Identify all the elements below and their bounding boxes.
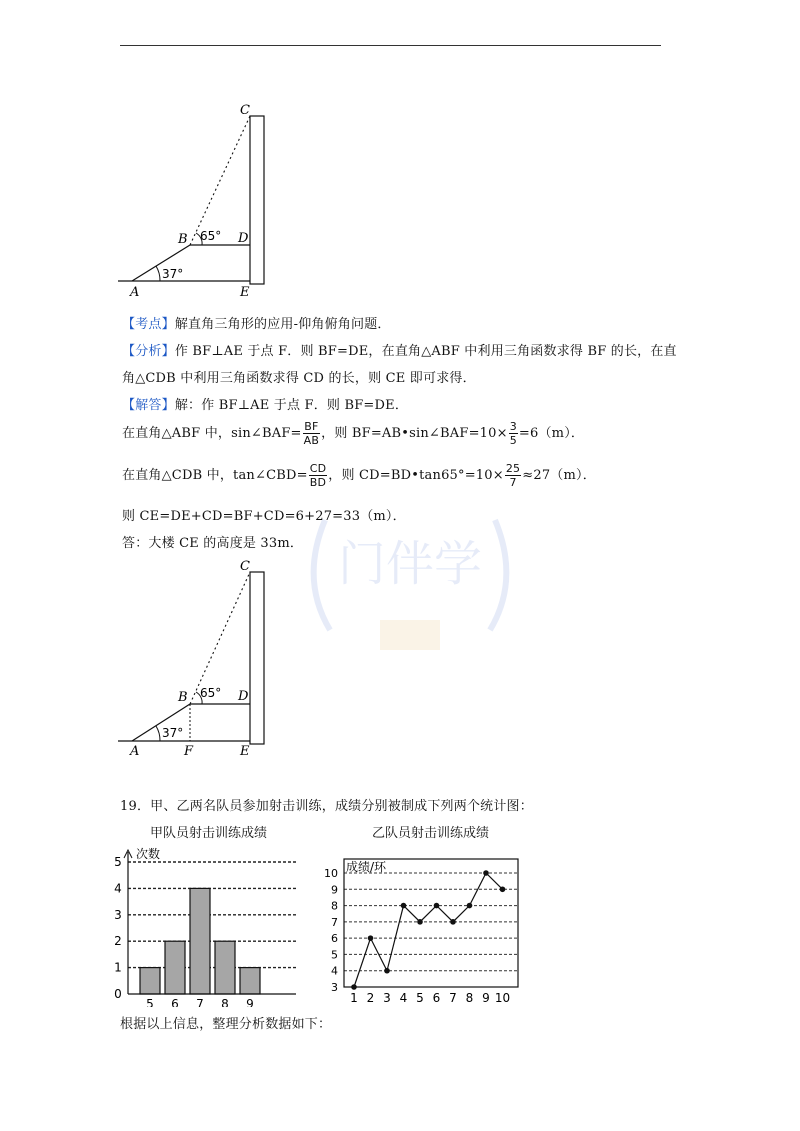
figure-1-angle-a: 37° [162, 267, 184, 281]
fraction-bf-ab [303, 420, 320, 447]
solution-line-2-b: ，则 CD=BD•tan65°=10× [328, 468, 504, 483]
line-xtick-label: 6 [432, 991, 441, 1005]
kaodian-tag: 【考点】 [122, 317, 175, 332]
kaodian-line [122, 313, 391, 332]
question-19-text: 19．甲、乙两名队员参加射击训练，成绩分别被制成下列两个统计图： [120, 799, 533, 814]
line-ytick-label: 6 [331, 932, 338, 946]
figure-2-label-c: C [240, 559, 250, 574]
jieda-text: 解：作 BF⊥AE 于点 F．则 BF=DE． [174, 398, 409, 413]
solution-line-1-a: 在直角△ABF 中，sin∠BAF= [122, 426, 302, 441]
bar-ytick-label: 5 [114, 855, 122, 869]
bar-chart-title: 甲队员射击训练成绩 [150, 826, 268, 841]
line-point [450, 919, 456, 925]
figure-2-angle-a: 37° [162, 726, 184, 740]
solution-line-3: 则 CE=DE+CD=BF+CD=6+27=33（m）． [122, 509, 406, 524]
line-point [483, 870, 489, 876]
figure-2-label-f: F [184, 744, 194, 759]
line-ylabel: 成绩/环 [346, 860, 387, 874]
figure-1-label-b: B [178, 232, 188, 247]
fraction-25-7-num: 25 [505, 462, 521, 475]
line-point [467, 903, 473, 909]
line-xtick-label: 5 [416, 991, 424, 1005]
line-xtick-label: 10 [494, 991, 511, 1005]
line-point [401, 903, 407, 909]
solution-line-1-c: =6（m）． [518, 426, 585, 441]
line-ytick-label: 10 [324, 867, 338, 880]
fraction-bf-ab-den: AB [303, 434, 320, 447]
line-ytick-label: 3 [331, 981, 338, 994]
figure-1-label-c: C [240, 103, 250, 118]
solution-line-2 [122, 462, 596, 489]
line-point [351, 984, 357, 990]
line-ytick-label: 8 [331, 899, 338, 913]
figure-1-label-a: A [130, 285, 140, 300]
bar-xtick-label: 9 [246, 997, 254, 1007]
figure-2-geometry [118, 558, 278, 763]
watermark-logo [290, 470, 530, 680]
fraction-3-5-den: 5 [509, 434, 517, 447]
fenxi-line-1 [122, 340, 677, 359]
fraction-25-7 [505, 462, 521, 489]
bar-xtick-label: 7 [196, 997, 204, 1007]
bar [240, 968, 260, 994]
figure-1-label-d: D [238, 231, 249, 246]
line-ytick-label: 5 [331, 948, 338, 962]
header-rule [120, 45, 661, 46]
bar-ytick-label: 4 [114, 881, 122, 896]
fraction-cd-bd-den: BD [309, 476, 327, 489]
figure-1-label-e: E [240, 285, 250, 300]
line-point [500, 886, 506, 892]
fenxi-tag: 【分析】 [122, 344, 175, 359]
line-chart [322, 842, 522, 1007]
fraction-3-5-num: 3 [509, 420, 517, 433]
fraction-cd-bd [309, 462, 328, 489]
bar-ytick-label: 1 [114, 960, 122, 975]
figure-1-angle-b: 65° [200, 229, 222, 243]
fenxi-text-1: 作 BF⊥AE 于点 F．则 BF=DE，在直角△ABF 中利用三角函数求得 BF 的长，在直 [174, 344, 677, 359]
line-xtick-label: 9 [482, 991, 490, 1005]
line-ytick-label: 9 [331, 883, 338, 897]
solution-line-2-c: ≈27（m）． [522, 468, 596, 483]
fraction-cd-bd-num: CD [309, 462, 327, 475]
figure-2-label-e: E [240, 744, 250, 759]
question-19-after-text: 根据以上信息，整理分析数据如下： [120, 1017, 332, 1032]
figure-2-label-d: D [238, 689, 249, 704]
line-point [434, 903, 440, 909]
line-xtick-label: 7 [449, 991, 457, 1005]
line-ytick-label: 7 [331, 915, 338, 929]
fraction-bf-ab-num: BF [304, 420, 319, 433]
bar-ytick-label: 0 [114, 987, 122, 1001]
bar-ytick-label: 3 [114, 907, 122, 922]
bar-chart [114, 842, 304, 1007]
line-point [384, 968, 390, 974]
watermark-text: 门伴学 [337, 536, 483, 592]
bar-xtick-label: 6 [171, 997, 179, 1007]
figure-2-label-a: A [130, 744, 140, 759]
figure-2-label-b: B [178, 690, 188, 705]
bar [165, 941, 185, 994]
line-chart-title: 乙队员射击训练成绩 [372, 826, 490, 841]
line-xtick-label: 4 [399, 991, 408, 1005]
bar-xtick-label: 8 [221, 997, 229, 1007]
fraction-25-7-den: 7 [509, 476, 517, 489]
line-xtick-label: 2 [366, 991, 375, 1005]
bar [190, 888, 210, 994]
bar-ytick-label: 2 [114, 934, 122, 949]
line-point [368, 935, 374, 941]
line-point [417, 919, 423, 925]
bar-ylabel: 次数 [136, 847, 161, 861]
jieda-line [122, 394, 408, 413]
fenxi-line-2: 角△CDB 中利用三角函数求得 CD 的长，则 CE 即可求得． [122, 371, 476, 386]
solution-line-1-b: ，则 BF=AB•sin∠BAF=10× [321, 426, 508, 441]
jieda-tag: 【解答】 [122, 398, 175, 413]
solution-line-2-a: 在直角△CDB 中，tan∠CBD= [122, 468, 308, 483]
line-ytick-label: 4 [331, 964, 338, 978]
figure-2-angle-b: 65° [200, 686, 222, 700]
bar [215, 941, 235, 994]
kaodian-text: 解直角三角形的应用-仰角俯角问题． [174, 317, 391, 332]
bar [140, 968, 160, 994]
solution-line-1 [122, 420, 584, 447]
line-xtick-label: 8 [465, 991, 474, 1005]
figure-1-geometry [118, 100, 278, 300]
answer-line: 答：大楼 CE 的高度是 33m． [122, 536, 304, 551]
line-series-path [354, 873, 503, 987]
line-xtick-label: 3 [383, 991, 391, 1005]
fraction-3-5 [509, 420, 518, 447]
bar-xtick-label: 5 [146, 997, 154, 1007]
line-xtick-label: 1 [350, 991, 358, 1005]
